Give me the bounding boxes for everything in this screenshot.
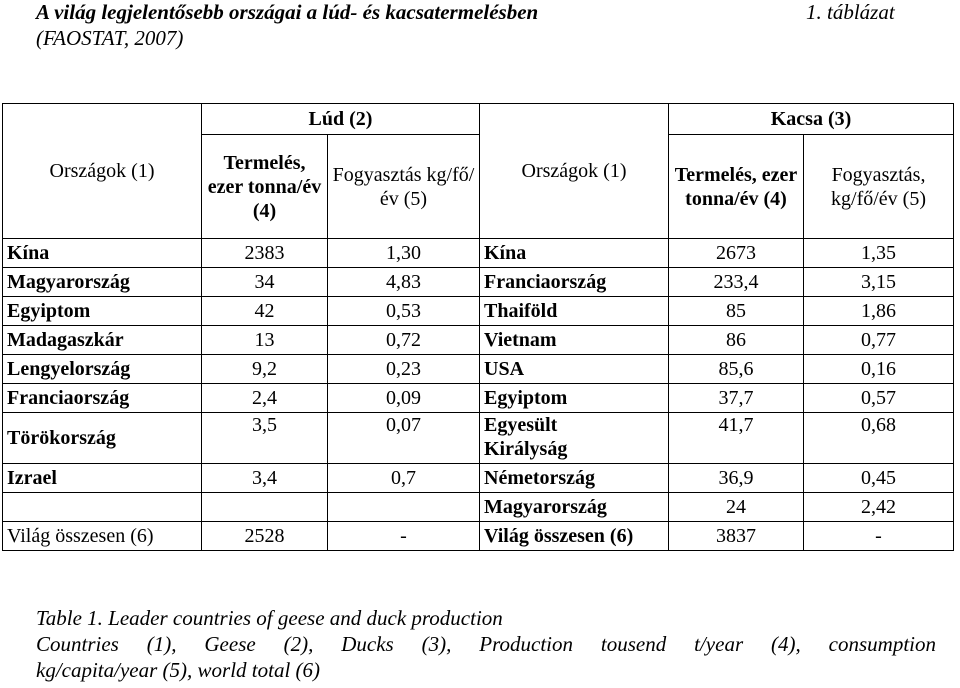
goose-country-cell: Lengyelország [3, 355, 202, 384]
duck-consumption-cell: 0,68 [804, 413, 954, 464]
duck-consumption-cell: 1,35 [804, 239, 954, 268]
goose-country-cell: Madagaszkár [3, 326, 202, 355]
header-countries-duck: Országok (1) [480, 104, 669, 239]
header-duck-group: Kacsa (3) [669, 104, 954, 135]
table-row-total [3, 522, 954, 551]
goose-country-cell: Kína [3, 239, 202, 268]
table-row [3, 493, 954, 522]
table-title: A világ legjelentősebb országai a lúd- és kacsatermelésben [36, 0, 539, 24]
table-row [3, 239, 954, 268]
duck-production-cell: 85,6 [669, 355, 804, 384]
goose-production-cell: 13 [202, 326, 328, 355]
duck-production-cell: 3837 [669, 522, 804, 551]
duck-production-cell: 85 [669, 297, 804, 326]
goose-consumption-cell [328, 493, 480, 522]
table-row [3, 413, 954, 464]
goose-consumption-cell: 0,7 [328, 464, 480, 493]
caption-line-1: Table 1. Leader countries of geese and duck production [36, 606, 503, 630]
goose-production-cell: 2528 [202, 522, 328, 551]
duck-country-cell: Magyarország [480, 493, 669, 522]
goose-production-cell: 2383 [202, 239, 328, 268]
duck-country-cell: Németország [480, 464, 669, 493]
header-goose-group: Lúd (2) [202, 104, 480, 135]
goose-production-cell: 3,5 [202, 413, 328, 464]
table-source: (FAOSTAT, 2007) [36, 26, 184, 50]
goose-consumption-cell: - [328, 522, 480, 551]
duck-country-cell: Kína [480, 239, 669, 268]
goose-production-cell: 9,2 [202, 355, 328, 384]
duck-production-cell: 41,7 [669, 413, 804, 464]
duck-consumption-cell: 2,42 [804, 493, 954, 522]
duck-consumption-cell: 0,45 [804, 464, 954, 493]
data-table [2, 103, 954, 551]
header-goose-consumption: Fogyasztás kg/fő/év (5) [328, 135, 480, 239]
duck-production-cell: 24 [669, 493, 804, 522]
duck-production-cell: 36,9 [669, 464, 804, 493]
goose-consumption-cell: 0,09 [328, 384, 480, 413]
goose-production-cell [202, 493, 328, 522]
goose-country-cell: Törökország [3, 413, 202, 464]
goose-production-cell: 34 [202, 268, 328, 297]
duck-consumption-cell: 0,57 [804, 384, 954, 413]
duck-country-cell: Thaiföld [480, 297, 669, 326]
table-number: 1. táblázat [806, 0, 895, 24]
header-duck-production: Termelés, ezer tonna/év (4) [669, 135, 804, 239]
goose-country-cell: Izrael [3, 464, 202, 493]
goose-consumption-cell: 0,53 [328, 297, 480, 326]
goose-country-cell: Franciaország [3, 384, 202, 413]
duck-consumption-cell: 0,16 [804, 355, 954, 384]
duck-country-cell: Vietnam [480, 326, 669, 355]
table-caption [36, 606, 936, 684]
header-countries-goose: Országok (1) [3, 104, 202, 239]
duck-consumption-cell: - [804, 522, 954, 551]
goose-consumption-cell: 0,23 [328, 355, 480, 384]
goose-production-cell: 2,4 [202, 384, 328, 413]
duck-production-cell: 86 [669, 326, 804, 355]
goose-country-cell: Magyarország [3, 268, 202, 297]
caption-line-2: Countries (1), Geese (2), Ducks (3), Production tousend t/year (4), consumption [36, 632, 936, 656]
table-row [3, 326, 954, 355]
caption-line-3: kg/capita/year (5), world total (6) [36, 658, 321, 682]
duck-country-cell: Franciaország [480, 268, 669, 297]
goose-consumption-cell: 0,07 [328, 413, 480, 464]
header-duck-consumption: Fogyasztás, kg/fő/év (5) [804, 135, 954, 239]
goose-country-cell: Világ összesen (6) [3, 522, 202, 551]
table-row [3, 297, 954, 326]
goose-production-cell: 42 [202, 297, 328, 326]
table-row [3, 464, 954, 493]
goose-production-cell: 3,4 [202, 464, 328, 493]
goose-consumption-cell: 1,30 [328, 239, 480, 268]
goose-consumption-cell: 0,72 [328, 326, 480, 355]
table-row [3, 355, 954, 384]
duck-production-cell: 2673 [669, 239, 804, 268]
goose-country-cell: Egyiptom [3, 297, 202, 326]
goose-consumption-cell: 4,83 [328, 268, 480, 297]
duck-consumption-cell: 0,77 [804, 326, 954, 355]
table-row [3, 268, 954, 297]
duck-country-cell: USA [480, 355, 669, 384]
duck-production-cell: 37,7 [669, 384, 804, 413]
duck-consumption-cell: 1,86 [804, 297, 954, 326]
duck-production-cell: 233,4 [669, 268, 804, 297]
duck-country-cell: Egyiptom [480, 384, 669, 413]
duck-consumption-cell: 3,15 [804, 268, 954, 297]
duck-country-cell: Egyesült Királyság [480, 413, 669, 464]
table-row [3, 384, 954, 413]
header-goose-production: Termelés, ezer tonna/év (4) [202, 135, 328, 239]
goose-country-cell [3, 493, 202, 522]
duck-country-cell: Világ összesen (6) [480, 522, 669, 551]
